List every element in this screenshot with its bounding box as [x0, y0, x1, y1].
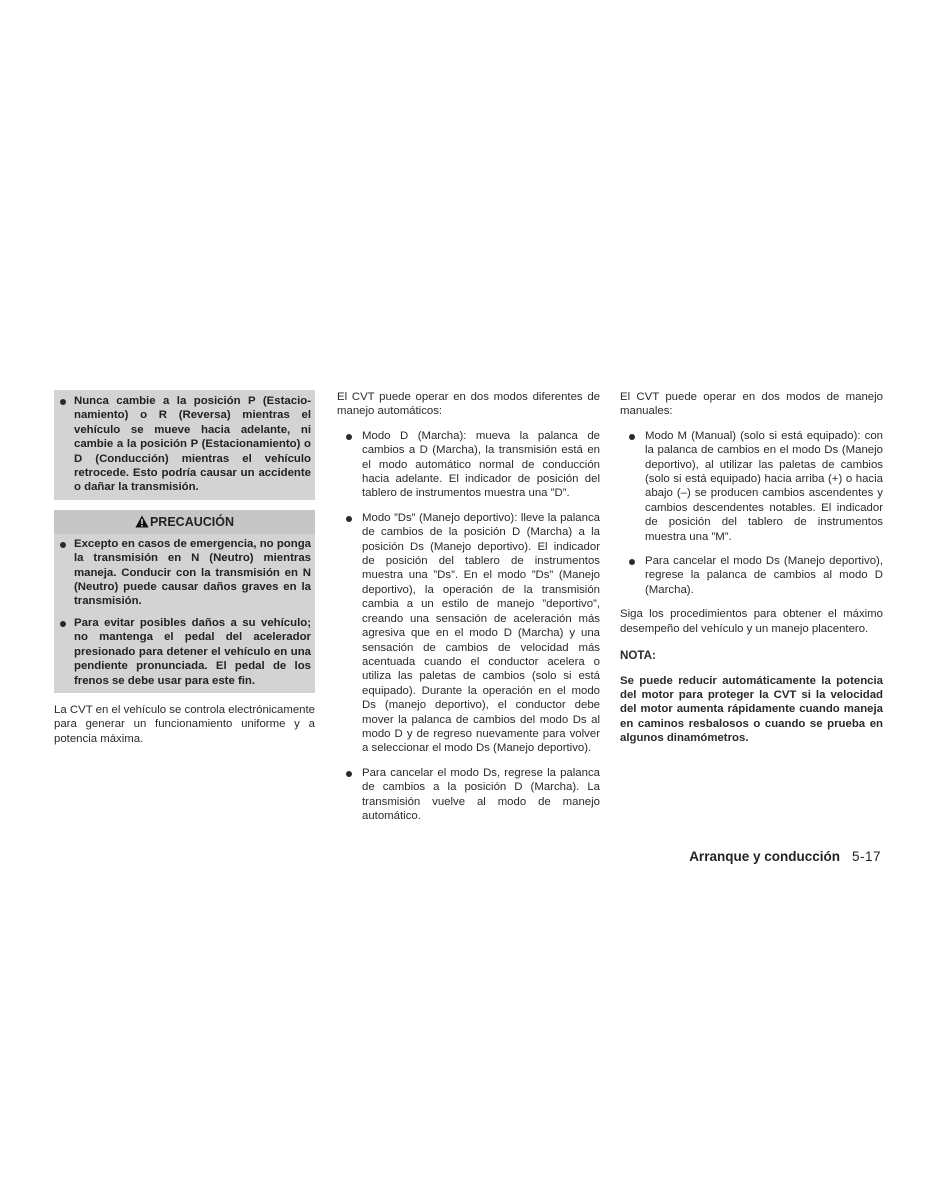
column-middle — [337, 390, 600, 823]
procedures-paragraph: Siga los procedimientos para obtener el máximo desempeño del vehículo y un manejo placentero. — [620, 608, 883, 635]
list-item — [620, 429, 883, 544]
caution-item-text: Excepto en casos de emergencia, no ponga la transmisión en N (Neutro) mientras maneja. Conducir con la transmisión en N (Neutro) puede causar daños graves en la transmisión. — [74, 537, 311, 608]
caution-item-text: Para evitar posibles daños a su vehículo; no mantenga el pedal del acelerador presionado para detener el vehículo en una pendiente pronunciada. El pedal de los frenos se debe usar para este fin. — [74, 616, 311, 687]
manual-modes-intro: El CVT puede operar en dos modos de manejo manuales: — [620, 391, 883, 418]
page-footer — [689, 849, 881, 864]
section-title: Arranque y conducción — [689, 849, 840, 864]
bullet-icon — [346, 771, 352, 777]
auto-modes-list-wrap — [337, 429, 600, 824]
list-item — [337, 766, 600, 824]
list-item — [337, 429, 600, 501]
manual-modes-list — [620, 429, 883, 597]
warning-item — [57, 394, 311, 495]
column-left — [54, 390, 315, 746]
list-item-text: Modo D (Marcha): mueva la palanca de cambios a D (Marcha), la transmisión está en el modo automático normal de conducción hacia adelante. El indicador de posición del tablero de instrumentos muestra una ”D”. — [362, 429, 600, 500]
warning-box — [54, 390, 315, 500]
nota-text: Se puede reducir automáticamente la potencia del motor para proteger la CVT si la velocidad del motor aumenta rápidamente cuando maneja en caminos resbalosos o cuando se prueba en algunos dinamómetros. — [620, 674, 883, 745]
list-item-text: Para cancelar el modo Ds (Manejo deportivo), regrese la palanca de cambios al modo D (Marcha). — [645, 555, 883, 596]
column-right — [620, 390, 883, 746]
list-item — [337, 511, 600, 756]
list-item-text: Modo ”Ds” (Manejo deportivo): lleve la palanca de cambios de la posición D (Marcha) a la posición Ds (Manejo deportivo). El indicador de posición del tablero de instrumentos muestra una ”Ds”. En el modo ”Ds” (Manejo deportivo), la operación de la transmisión cambia a un estilo de manejo ”deportivo”, creando una sensación de aceleración más agresiva que en el modo D (Marcha) y una sensación de cambios de velocidad más acentuada cuando el conductor acelera o utiliza las paletas de cambios (solo si está equipado). Durante la operación en el modo Ds (manejo deportivo), el conductor debe mover la palanca de cambios del modo Ds al modo D y de regreso nuevamente para volver a seleccionar el modo Ds (Manejo deportivo). — [362, 511, 600, 755]
list-item-text: Para cancelar el modo Ds, regrese la palanca de cambios a la posición D (Marcha). La transmisión vuelve al modo de manejo automático. — [362, 766, 600, 822]
caution-list — [57, 537, 311, 688]
bullet-icon — [629, 559, 635, 565]
caution-title: PRECAUCIÓN — [149, 514, 235, 529]
caution-heading — [54, 510, 315, 534]
auto-modes-intro: El CVT puede operar en dos modos diferentes de manejo automáticos: — [337, 391, 600, 418]
bullet-icon — [629, 434, 635, 440]
bullet-icon — [346, 516, 352, 522]
nota-heading: NOTA: — [620, 649, 656, 663]
bullet-icon — [60, 542, 66, 548]
list-item-text: Modo M (Manual) (solo si está equipado): con la palanca de cambios en el modo Ds (Manejo deportivo), al utilizar las paletas de cambios (solo si está equipado) hacia arriba (+) o hacia abajo (–) se producen cambios ascendentes y cambios descendentes notables. El indicador de posición del tablero de instrumentos muestra una ”M”. — [645, 429, 883, 543]
list-item — [620, 554, 883, 597]
bullet-icon — [346, 434, 352, 440]
warning-triangle-icon — [135, 515, 149, 528]
page-number: 5-17 — [851, 849, 881, 864]
warning-item-text: Nunca cambie a la posición P (Estacionamiento) o R (Reversa) mientras el vehículo se mueve hacia adelante, ni cambie a la posición P (Estacionamiento) o D (Conducción) mientras el vehículo retrocede. Esto podría causar un accidente o dañar la transmisión. — [74, 395, 311, 494]
caution-box — [54, 534, 315, 693]
manual-modes-list-wrap — [620, 429, 883, 597]
caution-item — [57, 537, 311, 609]
bullet-icon — [60, 399, 66, 405]
caution-item — [57, 616, 311, 688]
bullet-icon — [60, 621, 66, 627]
warning-list — [57, 394, 311, 495]
auto-modes-list — [337, 429, 600, 824]
cvt-paragraph: La CVT en el vehículo se controla electrónicamente para generar un funcionamiento uniforme y a potencia máxima. — [54, 703, 315, 745]
